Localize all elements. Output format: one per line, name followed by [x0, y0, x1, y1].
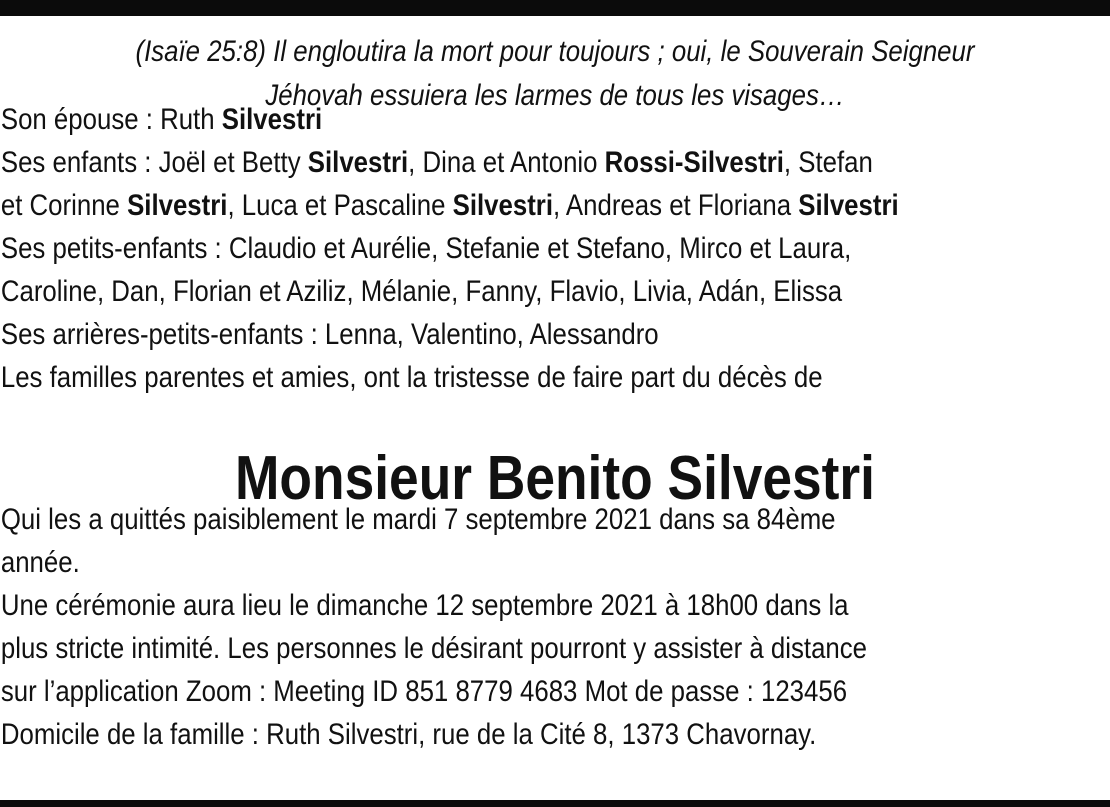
- grandchildren-line-1: Ses petits-enfants : Claudio et Aurélie, Stefanie et Stefano, Mirco et Laura,: [0, 232, 852, 265]
- announcement-line: Les familles parentes et amies, ont la tristesse de faire part du décès de: [0, 361, 823, 394]
- surname: Rossi-Silvestri: [604, 146, 784, 179]
- children-text: , Dina et Antonio: [408, 146, 605, 179]
- surname: Silvestri: [452, 189, 554, 222]
- ceremony-line-3: sur l’application Zoom : Meeting ID 851 8779 4683 Mot de passe : 123456: [0, 675, 848, 708]
- ceremony-line-1: Une cérémonie aura lieu le dimanche 12 septembre 2021 à 18h00 dans la: [0, 589, 849, 622]
- verse-line-1: (Isaïe 25:8) Il engloutira la mort pour toujours ; oui, le Souverain Seigneur: [135, 35, 975, 68]
- top-border: [0, 0, 1110, 16]
- surname: Silvestri: [798, 189, 899, 222]
- passing-line-2: année.: [0, 546, 80, 579]
- address-line: Domicile de la famille : Ruth Silvestri, rue de la Cité 8, 1373 Chavornay.: [0, 718, 817, 751]
- spouse-label: Son épouse : Ruth: [0, 103, 222, 136]
- details-list: [0, 498, 1008, 756]
- bottom-border: [0, 800, 1110, 807]
- spouse-surname: Silvestri: [221, 103, 323, 136]
- great-grandchildren-line: Ses arrières-petits-enfants : Lenna, Valentino, Alessandro: [0, 318, 659, 351]
- verse-line-2: Jéhovah essuiera les larmes de tous les visages…: [265, 79, 845, 112]
- surname: Silvestri: [127, 189, 228, 222]
- family-list: [0, 98, 1045, 399]
- children-text: , Andreas et Floriana: [553, 189, 799, 222]
- grandchildren-line-2: Caroline, Dan, Florian et Aziliz, Mélanie, Fanny, Flavio, Livia, Adán, Elissa: [0, 275, 843, 308]
- children-text: , Luca et Pascaline: [227, 189, 453, 222]
- children-line-1: [0, 141, 899, 184]
- surname: Silvestri: [307, 146, 409, 179]
- ceremony-line-2: plus stricte intimité. Les personnes le désirant pourront y assister à distance: [0, 632, 868, 665]
- children-text: , Stefan: [783, 146, 873, 179]
- deceased-name: Monsieur Benito Silvestri: [235, 444, 875, 513]
- passing-line-1: Qui les a quittés paisiblement le mardi 7 septembre 2021 dans sa 84ème: [0, 503, 836, 536]
- children-text: Ses enfants : Joël et Betty: [0, 146, 308, 179]
- children-line-2: [0, 184, 899, 227]
- children-text: et Corinne: [0, 189, 128, 222]
- spouse-line: [0, 98, 899, 141]
